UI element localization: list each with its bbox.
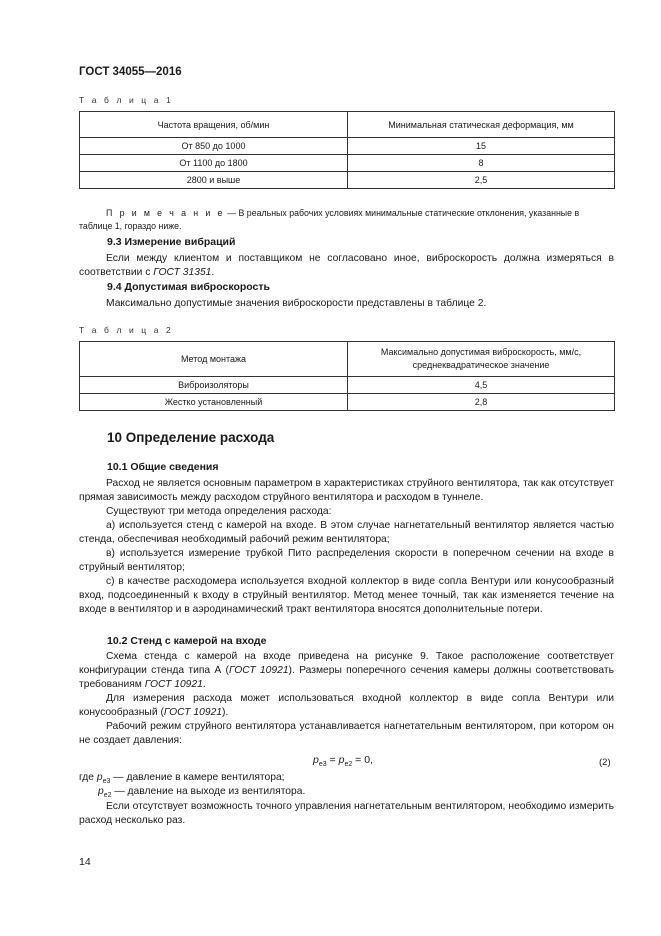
table2-value-cell: 2,8: [348, 394, 615, 411]
table-row: [80, 172, 615, 189]
section-9-4-text: Максимально допустимые значения виброскорости представлены в таблице 2.: [106, 298, 487, 309]
table1: [79, 111, 615, 189]
note-label: П р и м е ч а н и е: [106, 208, 225, 218]
text-span: — давление на выходе из вентилятора.: [111, 786, 306, 797]
formula-subscript: e3: [318, 761, 327, 769]
table2-method-cell: Жестко установленный: [80, 394, 348, 411]
section-10-1-heading: 10.1 Общие сведения: [107, 461, 219, 473]
formula-number: (2): [599, 757, 611, 768]
table1-speed-cell: 2800 и выше: [80, 172, 348, 189]
text-span: ). Размеры поперечного сечения камеры должны соответствовать требованиям: [79, 665, 614, 690]
table1-note: [79, 207, 614, 233]
text-span: — давление в камере вентилятора;: [110, 772, 285, 783]
formula-subscript: e3: [102, 778, 111, 786]
gost-reference: ГОСТ 31351: [153, 267, 212, 278]
section-10-2-p3: Рабочий режим струйного вентилятора устанавливается нагнетательным вентилятором, при котором он не создает давления:: [79, 721, 614, 746]
formula-symbol: p: [313, 754, 319, 766]
text-span: Если между клиентом и поставщиком не согласовано иное, виброскорость должна измеряться в соответствии с: [79, 253, 614, 278]
list-item-a: а) используется стенд с камерой на входе. В этом случае нагнетательный вентилятор является частью стенда, обеспечивая необходимый рабочий режим вентилятора;: [79, 520, 614, 545]
table1-speed-cell: От 850 до 1000: [80, 138, 348, 155]
text-span: ).: [222, 707, 229, 718]
section-10-heading: 10 Определение расхода: [107, 430, 275, 445]
section-10-2-p1: [79, 650, 614, 692]
table2-caption: Т а б л и ц а 2: [79, 325, 174, 335]
header-line: Максимально допустимая виброскорость, мм/с,: [380, 347, 582, 357]
note-text: — В реальных рабочих условиях минимальные статические отклонения, указанные в таблице 1, гораздо ниже.: [79, 208, 580, 231]
section-9-3-text: [79, 252, 614, 280]
table-row: [80, 377, 615, 394]
page-number: 14: [79, 856, 91, 868]
section-10-2-p4: Если отсутствует возможность точного управления нагнетательным вентилятором, необходимо измерить расход несколько раз.: [79, 801, 614, 826]
section-10-1-p2: Существуют три метода определения расхода:: [106, 506, 332, 517]
section-9-4-heading: 9.4 Допустимая виброскорость: [107, 281, 270, 293]
gost-reference: ГОСТ 10921: [144, 679, 203, 690]
list-item-c: с) в качестве расходомера используется входной коллектор в виде сопла Вентури или конусообразный вход, подсоединенный к входу в струйный вентилятор. Метод менее точный, так как изменяется течение на входе в вентилятор и в аэродинамический тракт вентилятора вносятся дополнительные потери.: [79, 576, 614, 615]
table-row: [80, 394, 615, 411]
section-9-3-heading: 9.3 Измерение вибраций: [107, 236, 236, 248]
text-span: .: [202, 679, 206, 690]
list-item-b: в) используется измерение трубкой Пито распределения скорости в поперечном сечении на входе в струйный вентилятор;: [79, 548, 614, 573]
formula-symbol: p: [338, 754, 345, 766]
document-header: ГОСТ 34055—2016: [79, 66, 182, 78]
table2-value-cell: 4,5: [348, 377, 615, 394]
formula-2: [313, 754, 373, 768]
table1-deformation-cell: 8: [348, 155, 615, 172]
table1-col2-header: Минимальная статическая деформация, мм: [348, 112, 615, 138]
table2: [79, 341, 615, 411]
where-clause-1: [79, 772, 285, 785]
table2-method-cell: Виброизоляторы: [80, 377, 348, 394]
table1-caption: Т а б л и ц а 1: [79, 95, 174, 105]
gost-reference: ГОСТ 10921: [228, 665, 289, 676]
formula-operator: = 0,: [352, 754, 373, 766]
table-row: [80, 138, 615, 155]
where-clause-2: [98, 786, 305, 799]
table1-deformation-cell: 15: [348, 138, 615, 155]
formula-subscript: e2: [344, 761, 353, 769]
text-span: .: [211, 267, 215, 278]
header-line: среднеквадратическое значение: [412, 360, 550, 370]
table1-col1-header: Частота вращения, об/мин: [80, 112, 348, 138]
text-span: Для измерения расхода может использоваться входной коллектор в виде сопла Вентури или конусообразный (: [79, 693, 614, 718]
gost-reference: ГОСТ 10921: [163, 707, 223, 718]
text-span: где: [79, 772, 97, 783]
formula-symbol: p: [98, 786, 104, 797]
section-10-2-heading: 10.2 Стенд с камерой на входе: [107, 635, 267, 647]
section-10-1-p1: Расход не является основным параметром в характеристиках струйного вентилятора, так как отсутствует прямая зависимость между расходом струйного вентилятора и расходом в туннеле.: [79, 478, 614, 503]
table-row: [80, 155, 615, 172]
table1-speed-cell: От 1100 до 1800: [80, 155, 348, 172]
table2-col1-header: Метод монтажа: [80, 342, 348, 377]
formula-operator: =: [326, 754, 339, 766]
formula-symbol: p: [96, 772, 103, 783]
section-10-2-p2: [79, 692, 614, 720]
table2-col2-header: [348, 342, 615, 377]
text-span: Схема стенда с камерой на входе приведена на рисунке 9. Такое расположение соответствует конфигурации стенда типа А (: [79, 651, 614, 676]
formula-subscript: e2: [103, 792, 112, 800]
table1-deformation-cell: 2,5: [348, 172, 615, 189]
